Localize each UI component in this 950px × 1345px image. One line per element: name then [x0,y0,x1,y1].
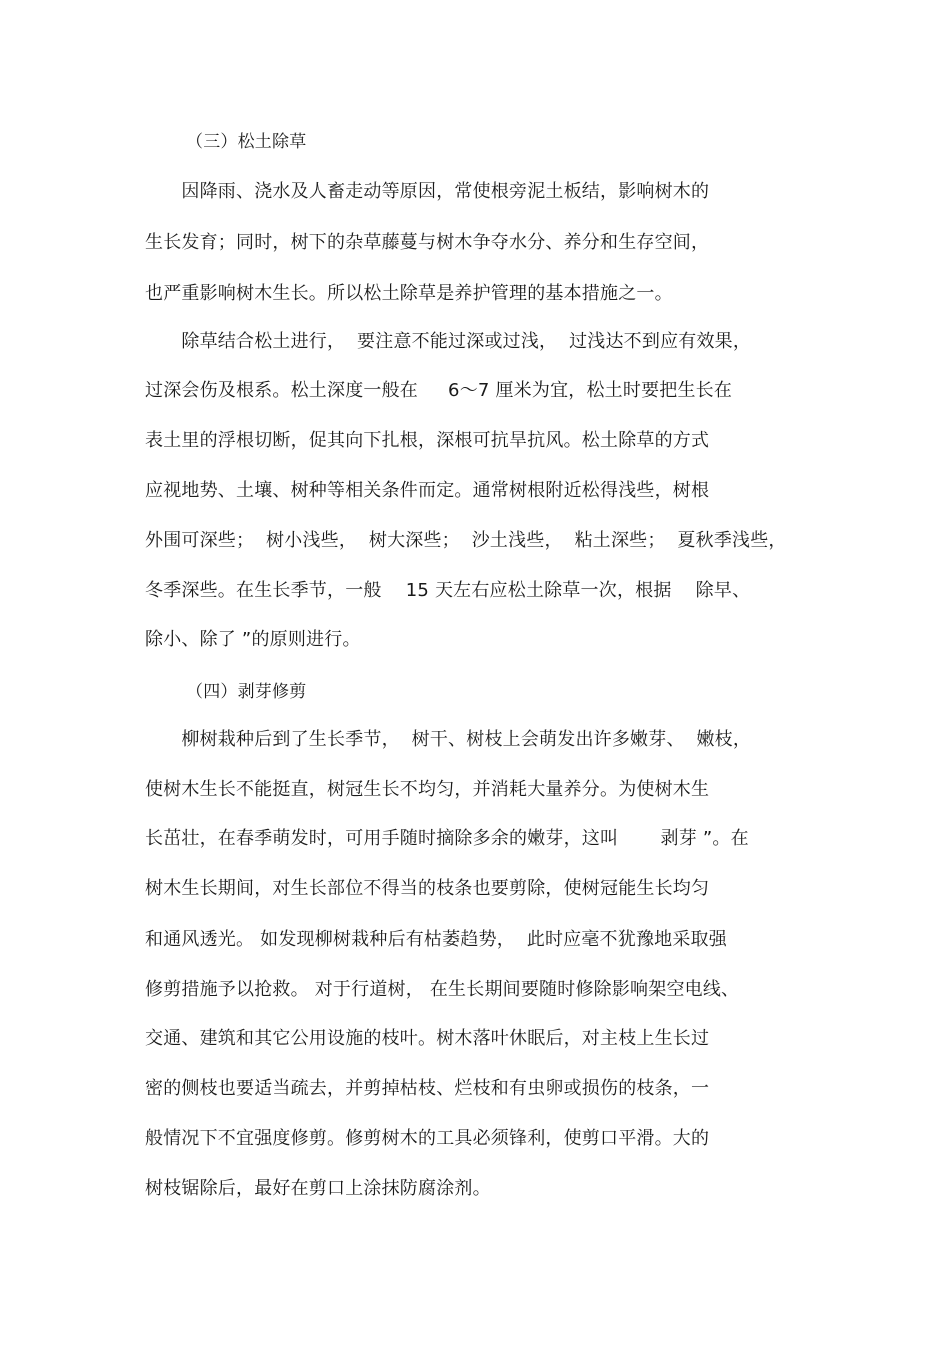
section-heading-4: （四）剥芽修剪 [186,682,307,702]
paragraph-line: 生长发育；同时，树下的杂草藤蔓与树木争夺水分、养分和生存空间， [145,232,710,253]
paragraph-line: 长茁壮，在春季萌发时，可用手随时摘除多余的嫩芽，这叫 剥芽 ”。在 [145,828,749,849]
paragraph-line: 柳树栽种后到了生长季节， 树干、树枝上会萌发出许多嫩芽、 嫩枝， [145,729,752,750]
paragraph-line: 修剪措施予以抢救。 对于行道树， 在生长期间要随时修除影响架空电线、 [145,979,740,1000]
paragraph-line: 外围可深些； 树小浅些， 树大深些； 沙土浅些， 粘土深些； 夏秋季浅些， [145,530,787,551]
paragraph-line: 密的侧枝也要适当疏去，并剪掉枯枝、烂枝和有虫卵或损伤的枝条，一 [145,1078,710,1099]
paragraph-line: 过深会伤及根系。松土深度一般在 6～7 厘米为宜，松土时要把生长在 [145,380,733,401]
paragraph-line: 交通、建筑和其它公用设施的枝叶。树木落叶休眠后，对主枝上生长过 [145,1028,710,1049]
section-heading-3: （三）松土除草 [186,132,307,152]
paragraph-line: 除小、除了 ”的原则进行。 [145,629,361,650]
paragraph-line: 也严重影响树木生长。所以松土除草是养护管理的基本措施之一。 [145,283,673,304]
paragraph-line: 因降雨、浇水及人畜走动等原因，常使根旁泥土板结，影响树木的 [145,181,710,202]
paragraph-line: 使树木生长不能挺直，树冠生长不均匀，并消耗大量养分。为使树木生 [145,779,710,800]
paragraph-line: 应视地势、土壤、树种等相关条件而定。通常树根附近松得浅些，树根 [145,480,710,501]
paragraph-line: 和通风透光。 如发现柳树栽种后有枯萎趋势， 此时应毫不犹豫地采取强 [145,929,727,950]
paragraph-line: 树木生长期间，对生长部位不得当的枝条也要剪除，使树冠能生长均匀 [145,878,710,899]
paragraph-line: 除草结合松土进行， 要注意不能过深或过浅， 过浅达不到应有效果， [145,331,752,352]
paragraph-line: 冬季深些。在生长季节，一般 15 天左右应松土除草一次，根据 除早、 [145,580,751,601]
paragraph-line: 树枝锯除后，最好在剪口上涂抹防腐涂剂。 [145,1178,491,1199]
paragraph-line: 表土里的浮根切断，促其向下扎根，深根可抗旱抗风。松土除草的方式 [145,430,710,451]
paragraph-line: 般情况下不宜强度修剪。修剪树木的工具必须锋利，使剪口平滑。大的 [145,1128,710,1149]
